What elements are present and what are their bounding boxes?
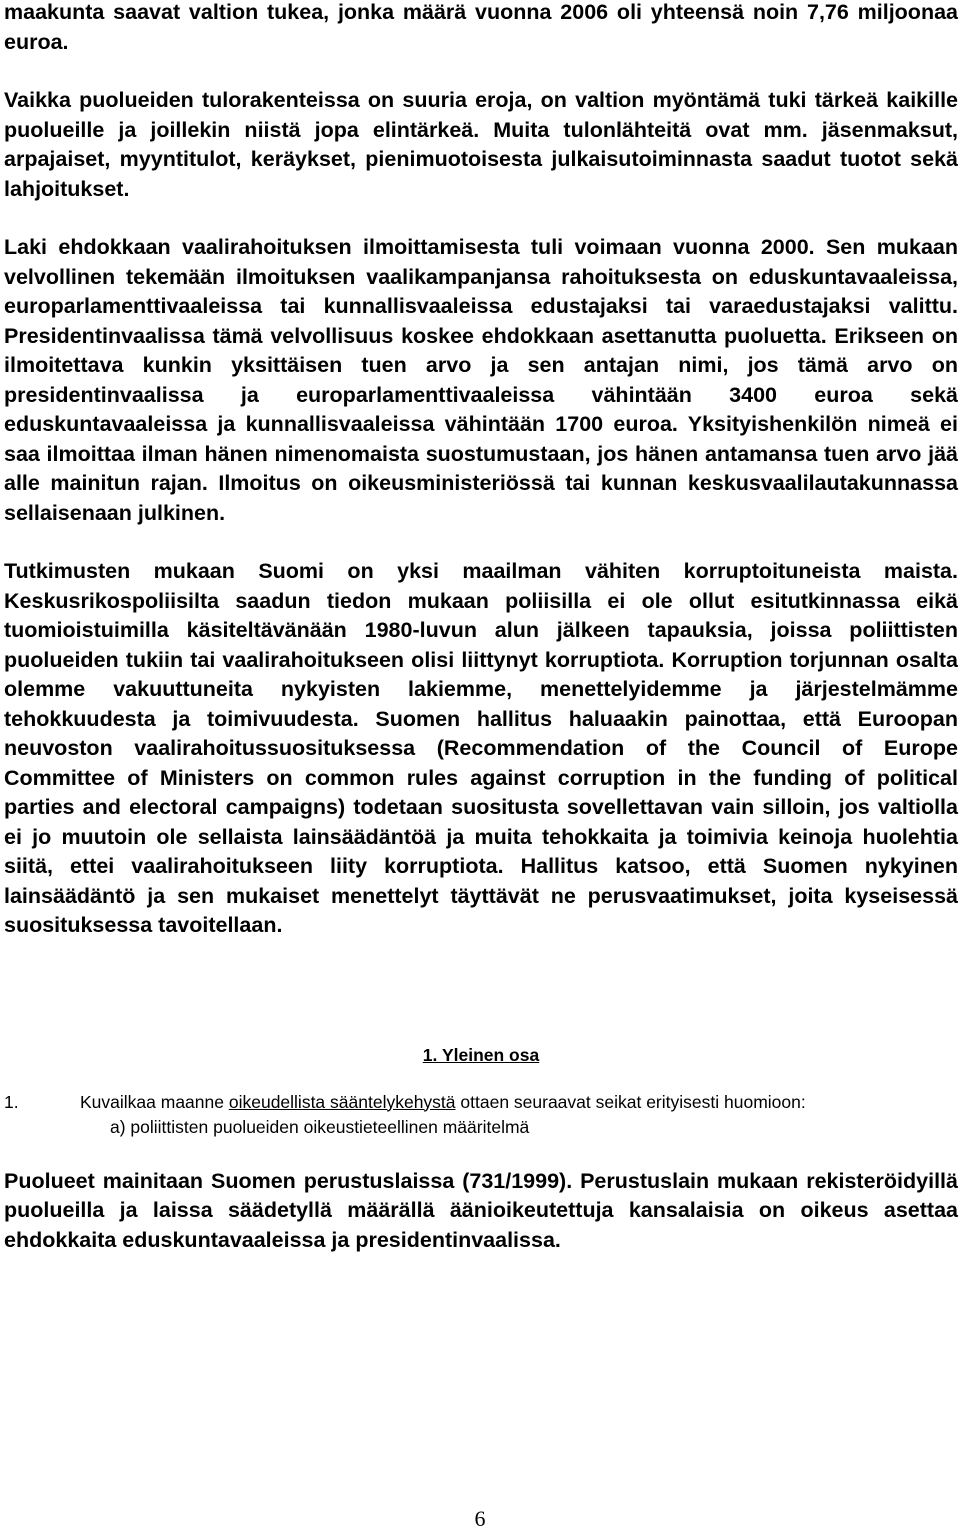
paragraph-campaign-finance-law: Laki ehdokkaan vaalirahoituksen ilmoittamisesta tuli voimaan vuonna 2000. Sen mukaan velvollinen tekemään ilmoituksen vaalikampanjansa rahoituksesta on eduskuntavaaleissa, europarlamenttivaaleissa tai kunnallisvaaleissa edustajaksi tai varaedustajaksi valittu. Presidentinvaalissa tämä velvollisuus koskee ehdokkaan asettanutta puoluetta. Erikseen on ilmoitettava kunkin yksittäisen tuen arvo ja sen antajan nimi, jos tämä arvo on presidentinvaalissa ja europarlamenttivaaleissa vähintään 3400 euroa sekä eduskuntavaaleissa ja kunnallisvaaleissa vähintään 1700 euroa. Yksityishenkilön nimeä ei saa ilmoittaa ilman hänen nimenomaista suostumustaan, jos hänen antamansa tuen arvo jää alle mainitun rajan. Ilmoitus on oikeusministeriössä tai kunnan keskusvaalilautakunnassa sellaisenaan julkinen. [4,235,958,525]
section-heading: 1. Yleinen osa [422,1044,540,1065]
question-text-end: ottaen seuraavat seikat erityisesti huomioon: [455,1091,806,1112]
question-item [4,1090,958,1115]
paragraph-constitution: Puolueet mainitaan Suomen perustuslaissa (731/1999). Perustuslain mukaan rekisteröidyillä puolueilla ja laissa säädetyllä määrällä äänioikeutettuja kansalaisia on oikeus asettaa ehdokkaita eduskuntavaaleissa ja presidentinvaalissa. [4,1168,958,1252]
question-text-underlined: oikeudellista sääntelykehystä [228,1091,456,1112]
paragraph-state-funding: maakunta saavat valtion tukea, jonka määrä vuonna 2006 oli yhteensä noin 7,76 miljoonaa euroa. [4,0,958,54]
question-number: 1. [4,1091,19,1112]
paragraph-income-sources: Vaikka puolueiden tulorakenteissa on suuria eroja, on valtion myöntämä tuki tärkeä kaikille puolueille ja joillekin niistä jopa elintärkeä. Muita tulonlähteitä ovat mm. jäsenmaksut, arpajaiset, myyntitulot, keräykset, pienimuotoisesta julkaisutoiminnasta saadut tuotot sekä lahjoitukset. [4,88,958,201]
question-sub-item: a) poliittisten puolueiden oikeustieteellinen määritelmä [110,1116,530,1137]
paragraph-corruption: Tutkimusten mukaan Suomi on yksi maailman vähiten korruptoituneista maista. Keskusrikospoliisilta saadun tiedon mukaan poliisilla ei ole ollut esitutkinnassa eikä tuomioistuimilla käsiteltävänään 1980-luvun alun jälkeen tapauksia, joissa poliittisten puolueiden tukiin tai vaalirahoitukseen olisi liittynyt korruptiota. Korruption torjunnan osalta olemme vakuuttuneita nykyisten lakiemme, menettelyidemme ja järjestelmämme tehokkuudesta ja toimivuudesta. Suomen hallitus haluaakin painottaa, että Euroopan neuvoston vaalirahoitussuosituksessa (Recommendation of the Council of Europe Committee of Ministers on common rules against corruption in the funding of political parties and electoral campaigns) todetaan suositusta sovellettavan vain silloin, jos valtiolla ei jo muutoin ole sellaista lainsäädäntöä ja muita tehokkaita ja toimivia keinoja huolehtia siitä, ettei vaalirahoitukseen liity korruptiota. Hallitus katsoo, että Suomen nykyinen lainsäädäntö ja sen mukaiset menettelyt täyttävät ne perusvaatimukset, joita kyseisessä suosituksessa tavoitellaan. [4,559,958,937]
question-text [80,1090,958,1115]
document-page [4,0,958,1255]
question-text-start: Kuvailkaa maanne [80,1091,229,1112]
page-number: 6 [474,1506,486,1531]
